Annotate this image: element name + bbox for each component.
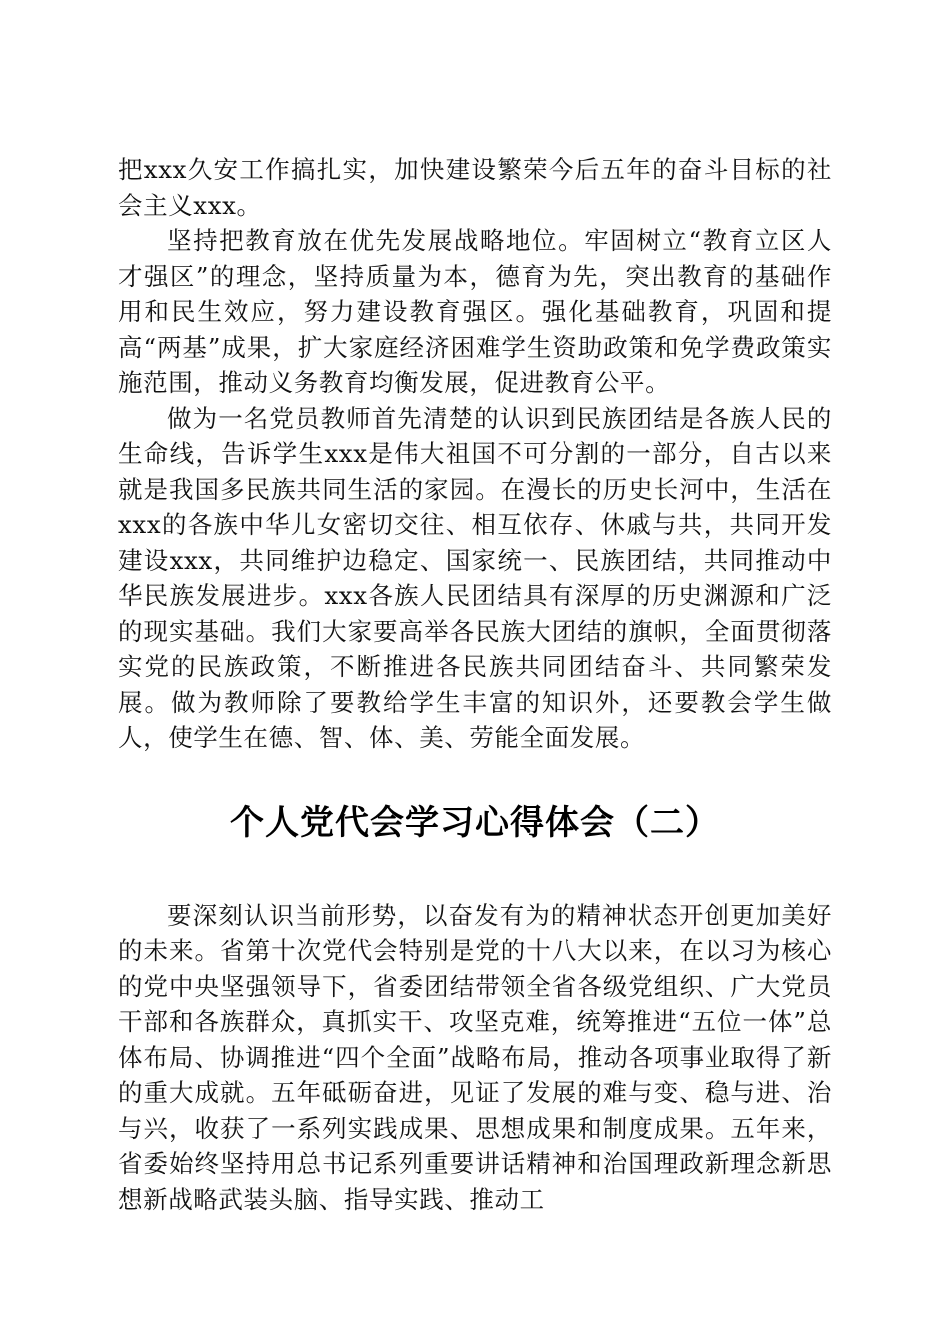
paragraph-ethnic-unity: 做为一名党员教师首先清楚的认识到民族团结是各族人民的生命线，告诉学生xxx是伟大祖国不可分割的一部分，自古以来就是我国多民族共同生活的家园。在漫长的历史长河中，生活在xxx的各族中华儿女密切交往、相互依存、休戚与共，共同开发建设xxx，共同维护边稳定、国家统一、民族团结，共同推动中华民族发展进步。xxx各族人民团结具有深厚的历史渊源和广泛的现实基础。我们大家要高举各民族大团结的旗帜，全面贯彻落实党的民族政策，不断推进各民族共同团结奋斗、共同繁荣发展。做为教师除了要教给学生丰富的知识外，还要教会学生做人，使学生在德、智、体、美、劳能全面发展。 bbox=[118, 403, 832, 752]
document-body bbox=[118, 152, 832, 1217]
paragraph-continuation: 把xxx久安工作搞扎实，加快建设繁荣今后五年的奋斗目标的社会主义xxx。 bbox=[118, 155, 832, 220]
paragraph-situation: 要深刻认识当前形势，以奋发有为的精神状态开创更加美好的未来。省第十次党代会特别是党的十八大以来，在以习为核心的党中央坚强领导下，省委团结带领全省各级党组织、广大党员干部和各族群众，真抓实干、攻坚克难，统筹推进“五位一体”总体布局、协调推进“四个全面”战略布局，推动各项事业取得了新的重大成就。五年砥砺奋进，见证了发展的难与变、稳与进、治与兴，收获了一系列实践成果、思想成果和制度成果。五年来，省委始终坚持用总书记系列重要讲话精神和治国理政新理念新思想新战略武装头脑、指导实践、推动工 bbox=[118, 900, 832, 1214]
section-heading: 个人党代会学习心得体会（二） bbox=[230, 802, 720, 843]
paragraph-education: 坚持把教育放在优先发展战略地位。牢固树立“教育立区人才强区”的理念，坚持质量为本，德育为先，突出教育的基础作用和民生效应，努力建设教育强区。强化基础教育，巩固和提高“两基”成果，扩大家庭经济困难学生资助政策和免学费政策实施范围，推动义务教育均衡发展，促进教育公平。 bbox=[118, 226, 832, 397]
